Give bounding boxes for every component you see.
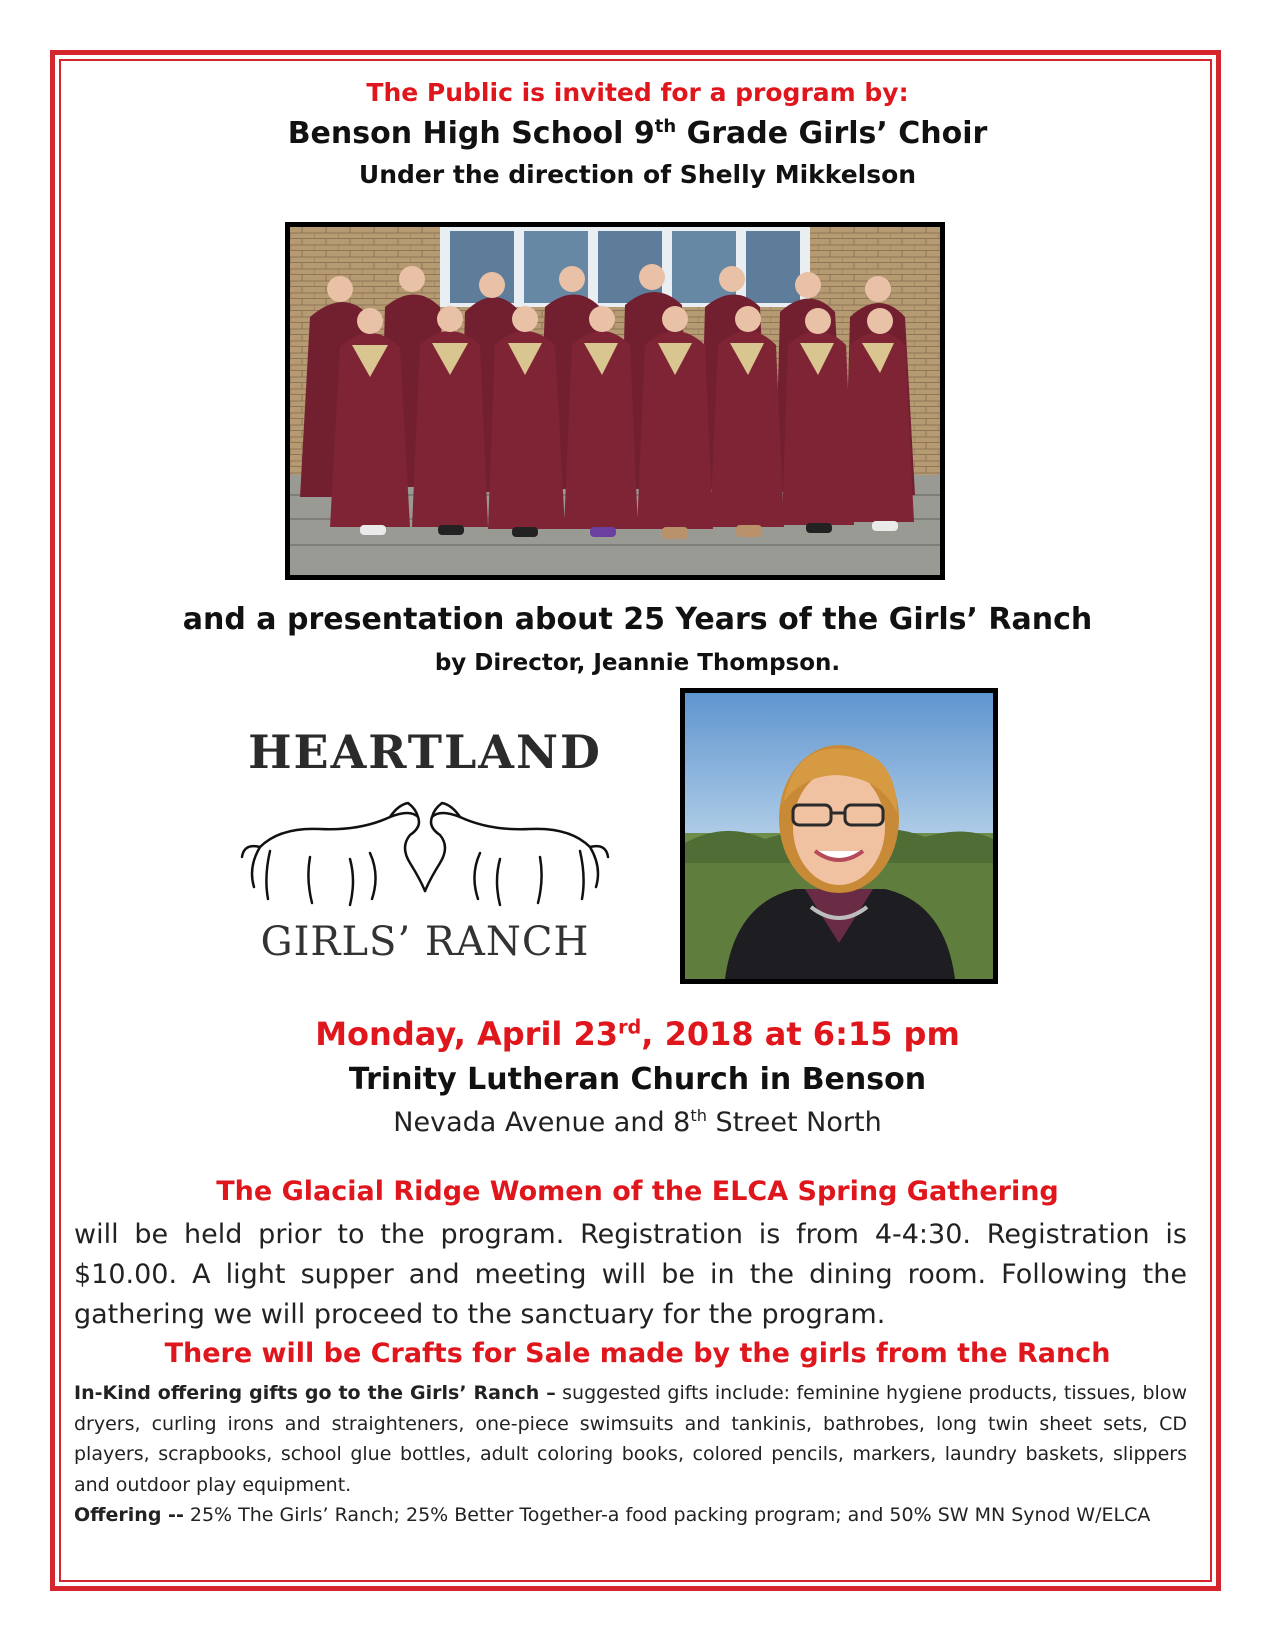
- event-date-sup: rd: [618, 1015, 642, 1039]
- inkind-paragraph: [74, 1378, 1187, 1500]
- gathering-title: The Glacial Ridge Women of the ELCA Spring Gathering: [216, 1176, 1059, 1207]
- choir-title-post: Grade Girls’ Choir: [676, 116, 988, 151]
- choir-title: [0, 116, 1275, 151]
- offering-text: 25% The Girls’ Ranch; 25% Better Together-a food packing program; and 50% SW MN Synod W/ELCA: [183, 1504, 1151, 1526]
- offering-label: Offering --: [74, 1504, 184, 1526]
- logo-bottom-text: GIRLS’ RANCH: [260, 919, 590, 965]
- choir-photo-art: [290, 227, 940, 575]
- heartland-girls-ranch-logo: [230, 725, 620, 965]
- event-address: [0, 1107, 1275, 1138]
- invite-line: The Public is invited for a program by:: [366, 78, 909, 107]
- event-date-post: , 2018 at 6:15 pm: [641, 1015, 960, 1053]
- inkind-label: In-Kind offering gifts go to the Girls’ Ranch –: [74, 1382, 556, 1404]
- choir-photo: [285, 222, 945, 580]
- gathering-details: will be held prior to the program. Registration is from 4-4:30. Registration is $10.00. A light supper and meeting will be in the dining room. Following the gathering we will proceed to the sanctuary for the program.: [74, 1219, 1187, 1330]
- presentation-line: and a presentation about 25 Years of the Girls’ Ranch: [182, 602, 1093, 637]
- presenter-line: by Director, Jeannie Thompson.: [434, 650, 841, 676]
- event-address-pre: Nevada Avenue and 8: [393, 1107, 691, 1138]
- horses-heart-icon: [240, 787, 610, 917]
- director-photo-art: [685, 693, 993, 979]
- inkind-text: suggested gifts include: feminine hygiene products, tissues, blow dryers, curling irons and straighteners, one-piece swimsuits and tankinis, bathrobes, long twin sheet sets, CD players, scrapbooks, school glue bottles, adult coloring books, colored pencils, markers, laundry baskets, slippers and outdoor play equipment.: [74, 1382, 1187, 1496]
- director-photo: [680, 688, 998, 984]
- choir-title-sup: th: [654, 116, 677, 137]
- crafts-line: There will be Crafts for Sale made by the girls from the Ranch: [164, 1338, 1111, 1369]
- logo-top-text: HEARTLAND: [248, 725, 602, 779]
- event-date: [0, 1015, 1275, 1053]
- offering-paragraph: [74, 1500, 1187, 1531]
- choir-title-pre: Benson High School 9: [287, 116, 655, 151]
- event-address-sup: th: [690, 1106, 707, 1125]
- event-address-post: Street North: [706, 1107, 882, 1138]
- event-location: Trinity Lutheran Church in Benson: [348, 1062, 927, 1097]
- event-date-pre: Monday, April 23: [315, 1015, 619, 1053]
- choir-director-line: Under the direction of Shelly Mikkelson: [358, 160, 917, 189]
